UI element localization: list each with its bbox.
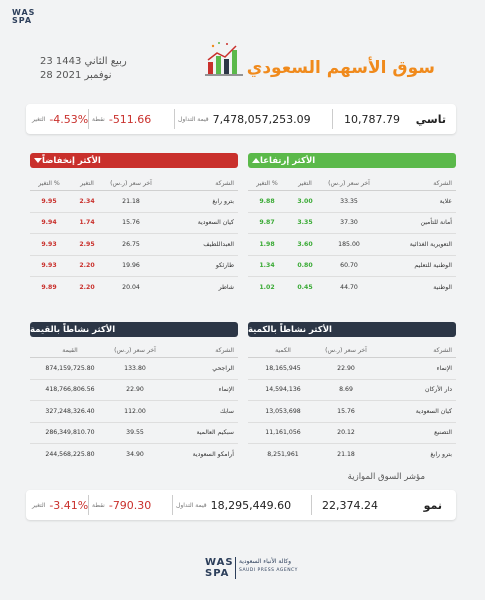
- gainers-table: التغير % التغير آخر سعر (ر.س) الشركة 9.88 3.00 33.35 علاية 9.87 3.35 37.30 أمانة للتأمين 1.98 3.60 185.00 التعويرية الغذائية 1.34 0.80 60.70 الوطنية للتعليم 1.02 0.45 44.70 الوطنية: [248, 177, 456, 299]
- tasi-change-value: -4.53%: [49, 112, 89, 126]
- by-volume-table: الكمية آخر سعر (ر.س) الشركة 18,165,945 22.90 الإنماء 14,594,136 8.69 دار الأركان 13,053,698 15.76 كيان السعودية 11,161,056 20.12 التصنيع 8,251,961 21.18 بترو رابغ: [248, 344, 456, 466]
- chart-bars-icon: [203, 40, 245, 78]
- losers-table: التغير % التغير آخر سعر (ر.س) الشركة 9.95 2.34 21.18 بترو رابغ 9.94 1.74 15.76 كيان السعودية 9.93 2.95 26.75 العبداللطيف 9.93 2.20 19.96 طارئكو 9.89 2.20 20.04 شاطر: [30, 177, 238, 299]
- spa-logo-top: WAS SPA: [12, 8, 36, 25]
- tasi-name: تاسي: [415, 112, 446, 126]
- tasi-points-label: نقطة: [92, 115, 105, 123]
- table-row: 9.88 3.00 33.35 علاية: [248, 191, 456, 213]
- agency-name-ar: وكالة الأنباء السعودية: [239, 558, 292, 565]
- table-row: 327,248,326.40 112.00 سابك: [30, 401, 238, 423]
- nomu-turnover-label: قيمة التداول: [176, 501, 207, 509]
- table-row: 9.95 2.34 21.18 بترو رابغ: [30, 191, 238, 213]
- tasi-value: 10,787.79: [344, 112, 400, 126]
- tasi-change-label: التغير: [32, 115, 46, 123]
- gainers-header: الأكثر إرتفاعا: [248, 153, 456, 168]
- nomu-points-value: -790.30: [108, 498, 152, 512]
- page-title: سوق الأسهم السعودي: [246, 58, 435, 78]
- table-row: 1.98 3.60 185.00 التعويرية الغذائية: [248, 234, 456, 256]
- tasi-turnover-label: قيمة التداول: [178, 115, 209, 123]
- table-row: 286,349,810.70 39.55 سبكيم العالمية: [30, 423, 238, 445]
- date-gregorian: 28 نوفمبر 2021: [40, 70, 112, 81]
- table-row: 9.93 2.20 19.96 طارئكو: [30, 256, 238, 278]
- table-row: 874,159,725.80 133.80 الراجحي: [30, 358, 238, 380]
- nomu-points-label: نقطة: [92, 501, 105, 509]
- nomu-name: نمو: [423, 498, 442, 512]
- by-value-header: الأكثر نشاطاً بالقيمة: [30, 322, 238, 337]
- table-row: 9.93 2.95 26.75 العبداللطيف: [30, 234, 238, 256]
- table-row: 14,594,136 8.69 دار الأركان: [248, 380, 456, 402]
- table-row: 418,766,806.56 22.90 الإنماء: [30, 380, 238, 402]
- by-value-table: القيمة آخر سعر (ر.س) الشركة 874,159,725.80 133.80 الراجحي 418,766,806.56 22.90 الإنماء 327,248,326.40 112.00 سابك 286,349,810.70 39.55 سبكيم العالمية 244,568,225.80 34.90 أرامكو السعودية: [30, 344, 238, 466]
- nomu-value: 22,374.24: [322, 498, 378, 512]
- table-row: 1.02 0.45 44.70 الوطنية: [259, 284, 452, 292]
- spa-logo-bottom: WAS SPA وكالة الأنباء السعودية SAUDI PRESS AGENCY: [205, 557, 298, 579]
- tasi-turnover-value: 7,478,057,253.09: [212, 112, 311, 126]
- by-volume-header: الأكثر نشاطاً بالكمية: [248, 322, 456, 337]
- chevron-down-icon: [34, 158, 42, 163]
- table-row: 1.34 0.80 60.70 الوطنية للتعليم: [248, 256, 456, 278]
- tasi-points-value: -511.66: [108, 112, 152, 126]
- table-row: 9.89 2.20 20.04 شاطر: [41, 284, 234, 292]
- agency-name-en: SAUDI PRESS AGENCY: [239, 568, 298, 573]
- nomu-section-label: مؤشر السوق الموازية: [347, 472, 425, 482]
- table-row: 8,251,961 21.18 بترو رابغ: [267, 451, 452, 459]
- table-row: 13,053,698 15.76 كيان السعودية: [248, 401, 456, 423]
- nomu-change-label: التغير: [32, 501, 46, 509]
- nomu-change-value: -3.41%: [49, 498, 89, 512]
- chevron-up-icon: [252, 158, 260, 163]
- table-row: 11,161,056 20.12 التصنيع: [248, 423, 456, 445]
- table-row: 9.94 1.74 15.76 كيان السعودية: [30, 213, 238, 235]
- nomu-turnover-value: 18,295,449.60: [210, 498, 292, 512]
- tasi-card: [26, 104, 456, 134]
- losers-header: الأكثر إنخفاضاً: [30, 153, 238, 168]
- table-row: 244,568,225.80 34.90 أرامكو السعودية: [45, 451, 234, 459]
- date-hijri: 23 ربيع الثاني 1443: [40, 56, 127, 67]
- table-row: 18,165,945 22.90 الإنماء: [248, 358, 456, 380]
- nomu-card: [26, 490, 456, 520]
- table-row: 9.87 3.35 37.30 أمانة للتأمين: [248, 213, 456, 235]
